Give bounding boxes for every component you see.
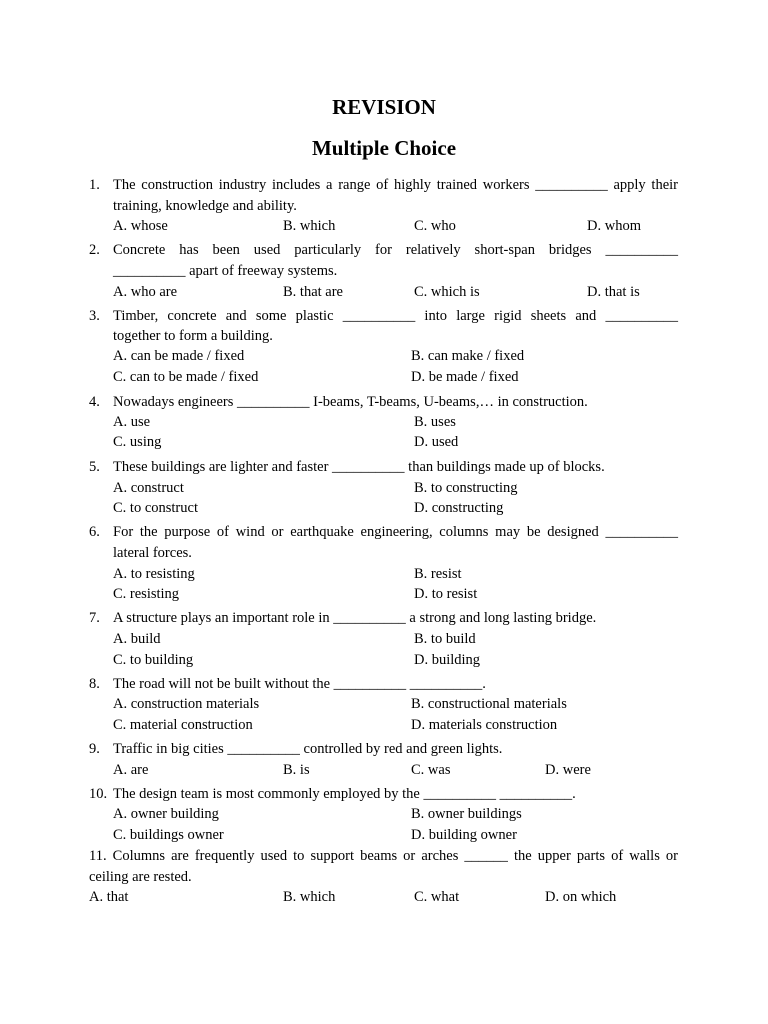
- question-text-line: For the purpose of wind or earthquake engineering, columns may be designed __________: [113, 524, 678, 540]
- question-number: 1.: [89, 177, 100, 193]
- question-text-line: __________ apart of freeway systems.: [113, 263, 338, 279]
- option-a: A. owner building: [113, 806, 219, 822]
- question-text-line: The road will not be built without the __________ __________.: [113, 676, 486, 692]
- option-a: A. build: [113, 631, 161, 647]
- option-d: D. on which: [545, 889, 617, 905]
- option-a: A. construct: [113, 480, 184, 496]
- question-text-line: Timber, concrete and some plastic __________ into large rigid sheets and __________: [113, 308, 678, 324]
- option-d: D. materials construction: [411, 717, 558, 733]
- question-text-line: The construction industry includes a range of highly trained workers __________ apply their: [113, 177, 678, 193]
- option-b: B. that are: [283, 284, 343, 300]
- option-d: D. to resist: [414, 586, 478, 602]
- option-c: C. to construct: [113, 500, 198, 516]
- page-title: REVISION: [332, 95, 436, 119]
- option-b: B. which: [283, 889, 336, 905]
- question-text-line: Concrete has been used particularly for relatively short-span bridges __________: [113, 242, 678, 258]
- option-d: D. whom: [587, 218, 641, 234]
- question-text-line: lateral forces.: [113, 545, 192, 561]
- question-text-line: Traffic in big cities __________ controlled by red and green lights.: [113, 741, 503, 757]
- question-number: 2.: [89, 242, 100, 258]
- option-c: C. can to be made / fixed: [113, 369, 259, 385]
- option-b: B. to constructing: [414, 480, 518, 496]
- option-d: D. be made / fixed: [411, 369, 519, 385]
- option-b: B. to build: [414, 631, 476, 647]
- option-d: D. building: [414, 652, 481, 668]
- option-c: C. material construction: [113, 717, 253, 733]
- option-a: A. can be made / fixed: [113, 348, 245, 364]
- option-b: B. uses: [414, 414, 456, 430]
- option-c: C. buildings owner: [113, 827, 224, 843]
- question-number: 3.: [89, 308, 100, 324]
- option-a: A. whose: [113, 218, 168, 234]
- question-text-line: 11. Columns are frequently used to support beams or arches ______ the upper parts of walls or: [89, 848, 678, 864]
- option-a: A. who are: [113, 284, 178, 300]
- question-number: 5.: [89, 459, 100, 475]
- option-d: D. were: [545, 762, 591, 778]
- option-a: A. that: [89, 889, 129, 905]
- option-c: C. which is: [414, 284, 480, 300]
- question-number: 6.: [89, 524, 100, 540]
- question-text-line: The design team is most commonly employed by the __________ __________.: [113, 786, 576, 802]
- question-number: 10.: [89, 786, 108, 802]
- option-c: C. resisting: [113, 586, 180, 602]
- option-a: A. construction materials: [113, 696, 260, 712]
- option-b: B. can make / fixed: [411, 348, 525, 364]
- option-b: B. resist: [414, 566, 462, 582]
- page-subtitle: Multiple Choice: [311, 136, 457, 160]
- question-text-line: training, knowledge and ability.: [113, 198, 297, 214]
- question-text-line: These buildings are lighter and faster __________ than buildings made up of blocks.: [113, 459, 605, 475]
- option-c: C. using: [113, 434, 162, 450]
- question-text-line: Nowadays engineers __________ I-beams, T-beams, U-beams,… in construction.: [113, 394, 588, 410]
- option-c: C. who: [414, 218, 456, 234]
- question-text-line: ceiling are rested.: [89, 869, 192, 885]
- option-a: A. to resisting: [113, 566, 195, 582]
- option-b: B. which: [283, 218, 336, 234]
- option-d: D. constructing: [414, 500, 504, 516]
- option-c: C. was: [411, 762, 451, 778]
- option-c: C. what: [414, 889, 460, 905]
- option-d: D. that is: [587, 284, 640, 300]
- option-a: A. are: [113, 762, 149, 778]
- question-number: 7.: [89, 610, 100, 626]
- option-b: B. is: [283, 762, 310, 778]
- option-b: B. owner buildings: [411, 806, 522, 822]
- option-d: D. used: [414, 434, 459, 450]
- question-text-line: A structure plays an important role in __________ a strong and long lasting bridge.: [113, 610, 597, 626]
- option-a: A. use: [113, 414, 151, 430]
- option-b: B. constructional materials: [411, 696, 567, 712]
- question-number: 4.: [89, 394, 100, 410]
- option-c: C. to building: [113, 652, 194, 668]
- option-d: D. building owner: [411, 827, 517, 843]
- question-number: 8.: [89, 676, 100, 692]
- question-number: 9.: [89, 741, 100, 757]
- question-text-line: together to form a building.: [113, 328, 273, 344]
